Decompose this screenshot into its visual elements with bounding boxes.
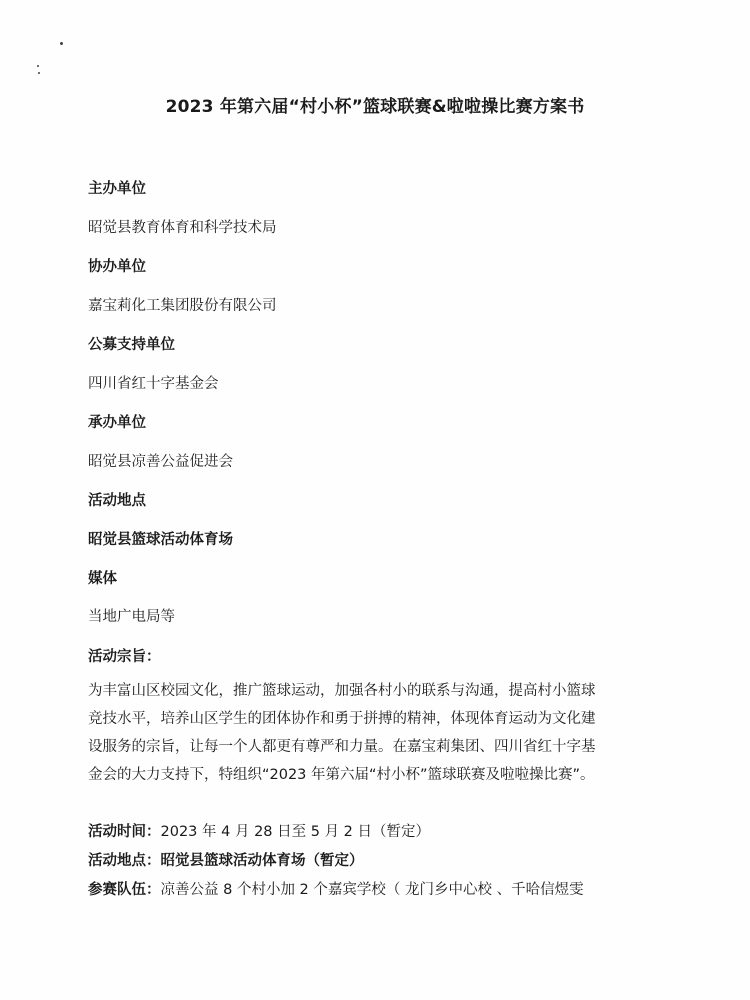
purpose-line: 设服务的宗旨，让每一个人都更有尊严和力量。在嘉宝莉集团、四川省红十字基	[88, 739, 596, 755]
media-value: 当地广电局等	[88, 609, 175, 625]
place-row: 活动地点：昭觉县篮球活动体育场（暂定）	[88, 853, 364, 869]
teams-row	[88, 878, 584, 899]
venue-label: 活动地点	[88, 493, 146, 509]
host-label: 主办单位	[88, 181, 146, 197]
purpose-line: 为丰富山区校园文化，推广篮球运动，加强各村小的联系与沟通，提高村小篮球	[88, 683, 596, 699]
scan-speck	[38, 72, 40, 74]
venue-value: 昭觉县篮球活动体育场	[88, 532, 233, 548]
scan-speck	[37, 65, 39, 67]
time-value: 2023 年 4 月 28 日至 5 月 2 日（暂定）	[160, 824, 431, 840]
co-host-value: 嘉宝莉化工集团股份有限公司	[88, 298, 277, 314]
time-row	[88, 820, 430, 841]
purpose-paragraph	[88, 677, 628, 789]
organizer-value: 昭觉县凉善公益促进会	[88, 454, 233, 470]
media-label: 媒体	[88, 571, 117, 587]
organizer-label: 承办单位	[88, 415, 146, 431]
teams-label: 参赛队伍：	[88, 882, 161, 898]
document-title: 2023 年第六届“村小杯”篮球联赛&啦啦操比赛方案书	[165, 97, 585, 117]
purpose-line: 竞技水平，培养山区学生的团体协作和勇于拼搏的精神，体现体育运动为文化建	[88, 711, 596, 727]
support-value: 四川省红十字基金会	[88, 376, 219, 392]
purpose-line: 金会的大力支持下，特组织“2023 年第六届“村小杯”篮球联赛及啦啦操比赛”。	[88, 767, 595, 783]
teams-value: 凉善公益 8 个村小加 2 个嘉宾学校（ 龙门乡中心校 、千哈信煜雯	[160, 882, 584, 898]
support-label: 公募支持单位	[88, 337, 175, 353]
purpose-label: 活动宗旨：	[88, 649, 161, 665]
scan-speck	[60, 42, 63, 45]
time-label: 活动时间：	[88, 824, 161, 840]
co-host-label: 协办单位	[88, 259, 146, 275]
host-value: 昭觉县教育体育和科学技术局	[88, 220, 277, 236]
